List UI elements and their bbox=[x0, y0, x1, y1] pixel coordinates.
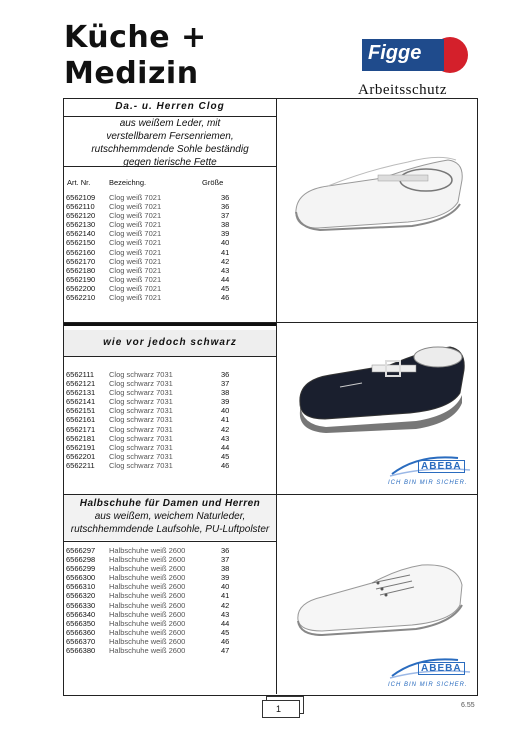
shoe-size: 36 bbox=[221, 193, 230, 202]
article-number: 6562151 bbox=[66, 406, 96, 416]
shoe-size: 45 bbox=[221, 451, 230, 461]
shoe-size: 37 bbox=[221, 379, 230, 389]
shoe-size: 40 bbox=[221, 238, 230, 248]
product-description: Clog schwarz 7031 bbox=[109, 433, 173, 443]
product-description: Clog weiß 7021 bbox=[109, 238, 162, 248]
shoe-size: 42 bbox=[221, 424, 230, 434]
abeba-wordmark: ABEBA bbox=[418, 662, 465, 675]
product-description: Clog weiß 7021 bbox=[109, 256, 162, 266]
shoe-size: 45 bbox=[221, 283, 230, 293]
shoe-size: 40 bbox=[221, 406, 230, 416]
product-description: Clog schwarz 7031 bbox=[109, 415, 173, 425]
article-number: 6566330 bbox=[66, 600, 96, 610]
white-clog-image bbox=[288, 140, 468, 240]
table-row bbox=[66, 425, 271, 434]
table-row bbox=[66, 397, 271, 406]
article-number: 6566350 bbox=[66, 618, 96, 628]
section3-heading bbox=[64, 497, 276, 536]
article-number: 6562131 bbox=[66, 388, 96, 398]
article-number: 6562211 bbox=[66, 460, 95, 470]
column-divider bbox=[276, 98, 277, 694]
product-description: Halbschuhe weiß 2600 bbox=[109, 564, 186, 574]
shoe-size: 36 bbox=[221, 370, 230, 379]
table-row bbox=[66, 619, 271, 628]
shoe-size: 41 bbox=[221, 247, 230, 257]
shoe-size: 42 bbox=[221, 600, 230, 610]
desc-line: rutschhemmdende Laufsohle, PU-Luftpolster bbox=[70, 524, 270, 535]
article-number: 6566298 bbox=[66, 555, 96, 565]
product-description: Clog weiß 7021 bbox=[109, 247, 162, 257]
article-number: 6566299 bbox=[66, 564, 96, 574]
title-line-2: Medizin bbox=[64, 56, 199, 91]
product-description: Halbschuhe weiß 2600 bbox=[109, 546, 186, 555]
article-number: 6562121 bbox=[66, 379, 96, 389]
article-number: 6562171 bbox=[66, 424, 96, 434]
shoe-size: 39 bbox=[221, 397, 230, 407]
article-number: 6562160 bbox=[66, 247, 96, 257]
product-description: Clog schwarz 7031 bbox=[109, 460, 173, 470]
product-description: Clog schwarz 7031 bbox=[109, 406, 173, 416]
product-description: Clog schwarz 7031 bbox=[109, 379, 173, 389]
abeba-wordmark: ABEBA bbox=[418, 460, 465, 473]
article-number: 6566320 bbox=[66, 591, 96, 601]
shoe-size: 38 bbox=[221, 564, 230, 574]
desc-line: rutschhemmdende Sohle beständig bbox=[91, 144, 249, 155]
shoe-size: 40 bbox=[221, 582, 230, 592]
product-description: Clog weiß 7021 bbox=[109, 283, 162, 293]
table-row bbox=[66, 452, 271, 461]
abeba-slogan: ICH BIN MIR SICHER. bbox=[388, 480, 468, 486]
article-number: 6566310 bbox=[66, 582, 96, 592]
table-row bbox=[66, 257, 271, 266]
page-box bbox=[262, 700, 300, 718]
article-number: 6566300 bbox=[66, 573, 96, 583]
product-description: Clog schwarz 7031 bbox=[109, 388, 173, 398]
article-number: 6562109 bbox=[66, 193, 96, 202]
title-line-1: Küche + bbox=[64, 20, 207, 55]
table-row bbox=[66, 370, 271, 379]
white-lowshoe-image bbox=[292, 545, 472, 640]
product-description: Clog weiß 7021 bbox=[109, 202, 162, 212]
divider bbox=[63, 541, 276, 542]
page-number: 6.55 bbox=[461, 702, 475, 709]
table-row bbox=[66, 573, 271, 582]
figge-logo bbox=[362, 37, 474, 83]
article-number: 6562110 bbox=[66, 202, 95, 212]
table-row bbox=[66, 564, 271, 573]
article-number: 6562191 bbox=[66, 442, 96, 452]
section1-title: Da.- u. Herren Clog bbox=[115, 101, 225, 112]
product-description: Halbschuhe weiß 2600 bbox=[109, 636, 186, 646]
product-description: Halbschuhe weiß 2600 bbox=[109, 618, 186, 628]
section3-title: Halbschuhe für Damen und Herren bbox=[79, 498, 261, 509]
abeba-slogan: ICH BIN MIR SICHER. bbox=[388, 682, 468, 688]
desc-line: aus weißem Leder, mit bbox=[119, 118, 221, 129]
shoe-size: 37 bbox=[221, 211, 230, 221]
abeba-logo bbox=[388, 444, 473, 492]
shoe-size: 46 bbox=[221, 636, 230, 646]
article-number: 6566360 bbox=[66, 627, 96, 637]
product-description: Clog schwarz 7031 bbox=[109, 442, 173, 452]
article-number: 6562140 bbox=[66, 229, 96, 239]
table-row bbox=[66, 628, 271, 637]
table-row bbox=[66, 229, 271, 238]
table-row bbox=[66, 220, 271, 229]
col-header-size: Größe bbox=[202, 178, 224, 187]
page-box-number: 1 bbox=[276, 704, 282, 714]
table-row bbox=[66, 610, 271, 619]
article-number: 6566297 bbox=[66, 546, 96, 555]
product-description: Clog weiß 7021 bbox=[109, 220, 162, 230]
article-number: 6562181 bbox=[66, 433, 96, 443]
article-number: 6562210 bbox=[66, 293, 96, 303]
logo-text: Figge bbox=[368, 42, 422, 64]
divider bbox=[63, 356, 276, 357]
table-row bbox=[66, 434, 271, 443]
shoe-size: 46 bbox=[221, 460, 230, 470]
desc-line: gegen tierische Fette bbox=[123, 157, 217, 168]
product-description: Clog schwarz 7031 bbox=[109, 451, 173, 461]
shoe-size: 43 bbox=[221, 265, 230, 275]
shoe-size: 44 bbox=[221, 618, 230, 628]
product-description: Clog schwarz 7031 bbox=[109, 397, 173, 407]
logo-subtitle: Arbeitsschutz bbox=[358, 82, 447, 98]
shoe-size: 39 bbox=[221, 573, 230, 583]
product-description: Clog weiß 7021 bbox=[109, 265, 162, 275]
product-description: Halbschuhe weiß 2600 bbox=[109, 573, 186, 583]
article-number: 6566370 bbox=[66, 636, 96, 646]
product-description: Halbschuhe weiß 2600 bbox=[109, 609, 186, 619]
product-description: Clog weiß 7021 bbox=[109, 211, 162, 221]
article-number: 6562120 bbox=[66, 211, 96, 221]
article-number: 6566340 bbox=[66, 609, 96, 619]
table-row bbox=[66, 202, 271, 211]
product-description: Clog weiß 7021 bbox=[109, 293, 162, 303]
section2-rows bbox=[66, 370, 271, 470]
article-number: 6566380 bbox=[66, 646, 96, 656]
article-number: 6562130 bbox=[66, 220, 96, 230]
product-description: Halbschuhe weiß 2600 bbox=[109, 591, 186, 601]
table-row bbox=[66, 406, 271, 415]
product-description: Clog schwarz 7031 bbox=[109, 424, 173, 434]
desc-line: aus weißem, weichem Naturleder, bbox=[94, 511, 246, 522]
table-row bbox=[66, 443, 271, 452]
table-row bbox=[66, 555, 271, 564]
shoe-size: 42 bbox=[221, 256, 230, 266]
article-number: 6562201 bbox=[66, 451, 96, 461]
shoe-size: 41 bbox=[221, 415, 230, 425]
product-description: Halbschuhe weiß 2600 bbox=[109, 646, 186, 656]
shoe-size: 38 bbox=[221, 388, 230, 398]
section1-rows bbox=[66, 193, 271, 302]
shoe-size: 45 bbox=[221, 627, 230, 637]
table-row bbox=[66, 388, 271, 397]
shoe-size: 41 bbox=[221, 591, 230, 601]
desc-line: verstellbarem Fersenriemen, bbox=[106, 131, 234, 142]
section3-rows bbox=[66, 546, 271, 655]
shoe-size: 47 bbox=[221, 646, 230, 656]
shoe-size: 36 bbox=[221, 546, 230, 555]
section1-heading bbox=[64, 100, 276, 113]
article-number: 6562141 bbox=[66, 397, 96, 407]
abeba-logo bbox=[388, 646, 473, 694]
product-description: Clog weiß 7021 bbox=[109, 274, 162, 284]
table-row bbox=[66, 275, 271, 284]
table-row bbox=[66, 211, 271, 220]
shoe-size: 37 bbox=[221, 555, 230, 565]
product-description: Clog schwarz 7031 bbox=[109, 370, 173, 379]
section-bar bbox=[64, 323, 276, 326]
shoe-size: 44 bbox=[221, 274, 230, 284]
product-description: Halbschuhe weiß 2600 bbox=[109, 627, 186, 637]
article-number: 6562150 bbox=[66, 238, 96, 248]
section1-description bbox=[64, 117, 276, 169]
product-description: Clog weiß 7021 bbox=[109, 193, 162, 202]
table-row bbox=[66, 238, 271, 247]
article-number: 6562161 bbox=[66, 415, 96, 425]
table-row bbox=[66, 637, 271, 646]
shoe-size: 43 bbox=[221, 609, 230, 619]
article-number: 6562200 bbox=[66, 283, 96, 293]
shoe-size: 43 bbox=[221, 433, 230, 443]
col-header-art: Art. Nr. bbox=[67, 178, 91, 187]
table-row bbox=[66, 266, 271, 275]
shoe-size: 44 bbox=[221, 442, 230, 452]
shoe-size: 46 bbox=[221, 293, 230, 303]
product-description: Halbschuhe weiß 2600 bbox=[109, 600, 186, 610]
table-row bbox=[66, 646, 271, 655]
table-row bbox=[66, 591, 271, 600]
shoe-size: 38 bbox=[221, 220, 230, 230]
table-row bbox=[66, 546, 271, 555]
table-row bbox=[66, 193, 271, 202]
product-description: Halbschuhe weiß 2600 bbox=[109, 555, 186, 565]
table-row bbox=[66, 284, 271, 293]
article-number: 6562180 bbox=[66, 265, 96, 275]
table-row bbox=[66, 582, 271, 591]
article-number: 6562111 bbox=[66, 370, 95, 379]
product-description: Clog weiß 7021 bbox=[109, 229, 162, 239]
table-row bbox=[66, 601, 271, 610]
table-row bbox=[66, 461, 271, 470]
black-clog-image bbox=[290, 325, 470, 435]
table-row bbox=[66, 379, 271, 388]
table-row bbox=[66, 415, 271, 424]
page-title bbox=[64, 20, 207, 92]
table-row bbox=[66, 293, 271, 302]
table-row bbox=[66, 248, 271, 257]
col-header-desc: Bezeichng. bbox=[109, 178, 147, 187]
article-number: 6562190 bbox=[66, 274, 96, 284]
shoe-size: 39 bbox=[221, 229, 230, 239]
section2-heading: wie vor jedoch schwarz bbox=[64, 330, 276, 356]
shoe-size: 36 bbox=[221, 202, 230, 212]
product-description: Halbschuhe weiß 2600 bbox=[109, 582, 186, 592]
article-number: 6562170 bbox=[66, 256, 96, 266]
